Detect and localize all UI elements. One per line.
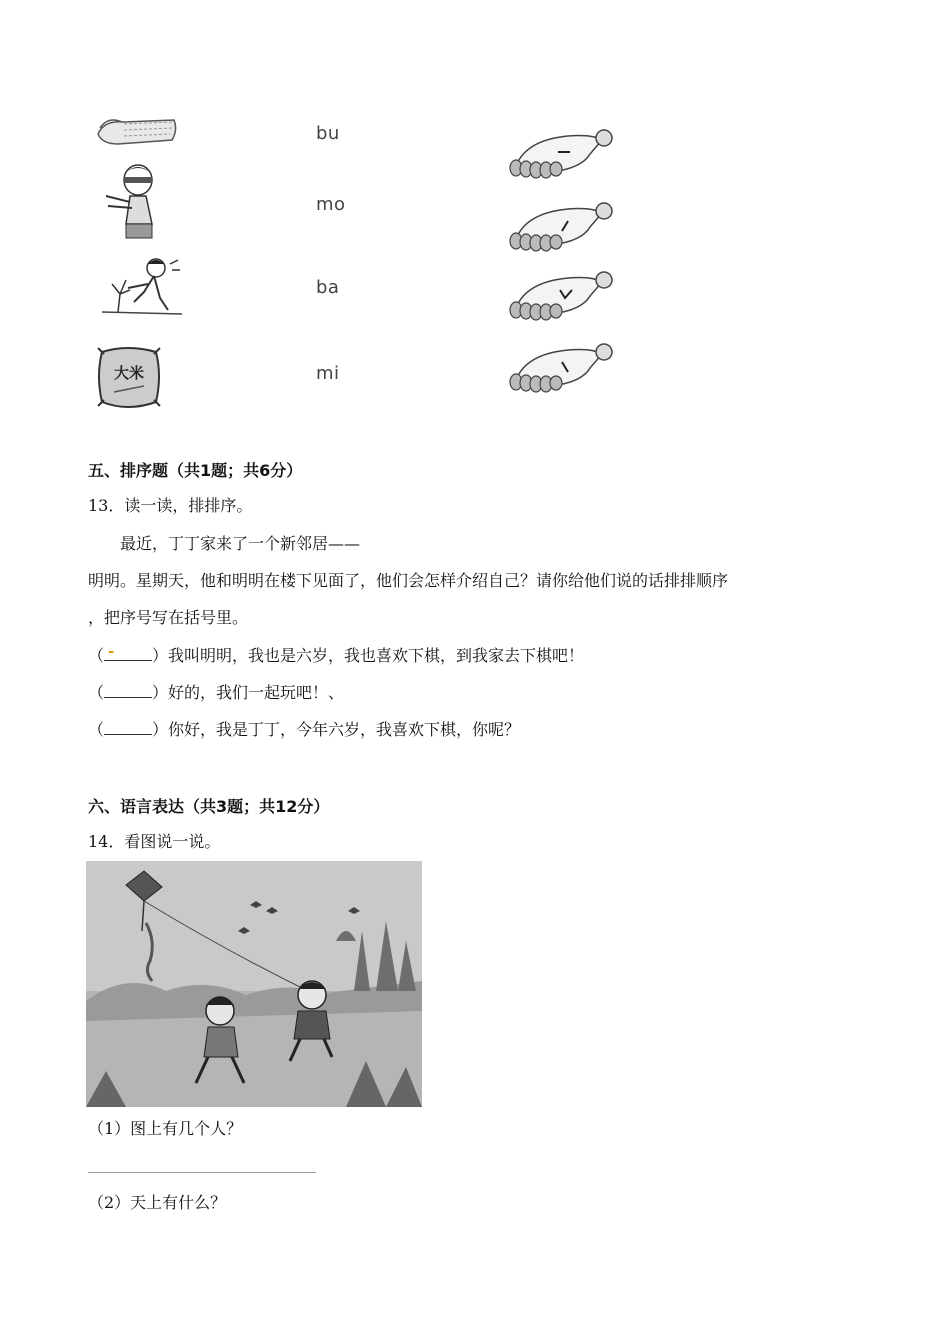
order-blank-2[interactable] [104,683,152,698]
tone-3-hat-icon [506,266,618,322]
sub-question-1: （1）图上有几个人？ [88,1119,243,1138]
paren-open: （ [88,720,105,739]
intro-line-2: 明明。星期天，他和明明在楼下见面了，他们会怎样介绍自己？请你给他们说的话排排顺序 [88,571,729,590]
rice-sack-label: 大米 [113,364,145,382]
question-13: 13．读一读，排排序。 [88,496,253,515]
question-14: 14．看图说一说。 [88,832,221,851]
paren-open: （ [88,646,105,665]
order-item-text: 我叫明明，我也是六岁，我也喜欢下棋，到我家去下棋吧！ [168,646,585,665]
boy-pulling-plant-icon [98,254,186,322]
paren-close: ） [152,720,169,739]
section-6-heading: 六、语言表达（共3题；共12分） [88,797,330,816]
tone-4-hat-icon [506,338,618,394]
order-item-text: 好的，我们一起玩吧！、 [168,683,345,702]
blindfolded-boy-icon [102,160,166,242]
tone-1-hat-icon [506,124,618,180]
paren-open: （ [88,683,105,702]
rolled-cloth-icon [94,112,180,148]
sub-question-2: （2）天上有什么？ [88,1193,227,1212]
intro-line-1: 最近，丁丁家来了一个新邻居—— [120,534,361,553]
rice-sack-icon [94,342,164,412]
paren-close: ） [152,683,169,702]
blank-mark: - [108,642,115,660]
order-item-1 [88,642,585,667]
section-5-heading: 五、排序题（共1题；共6分） [88,461,303,480]
paren-close: ） [152,646,169,665]
order-blank-1[interactable] [104,642,152,661]
intro-line-3: ，把序号写在括号里。 [88,608,249,627]
pinyin-mo: mo [316,194,346,215]
pinyin-bu: bu [316,123,340,144]
order-item-text: 你好，我是丁丁，今年六岁，我喜欢下棋，你呢？ [168,720,521,739]
order-item-2 [88,682,344,704]
kite-flying-picture [86,861,422,1107]
order-item-3 [88,719,520,741]
tone-2-hat-icon [506,197,618,253]
pinyin-ba: ba [316,277,340,298]
pinyin-mi: mi [316,363,340,384]
order-blank-3[interactable] [104,720,152,735]
answer-line-1[interactable] [88,1172,316,1173]
